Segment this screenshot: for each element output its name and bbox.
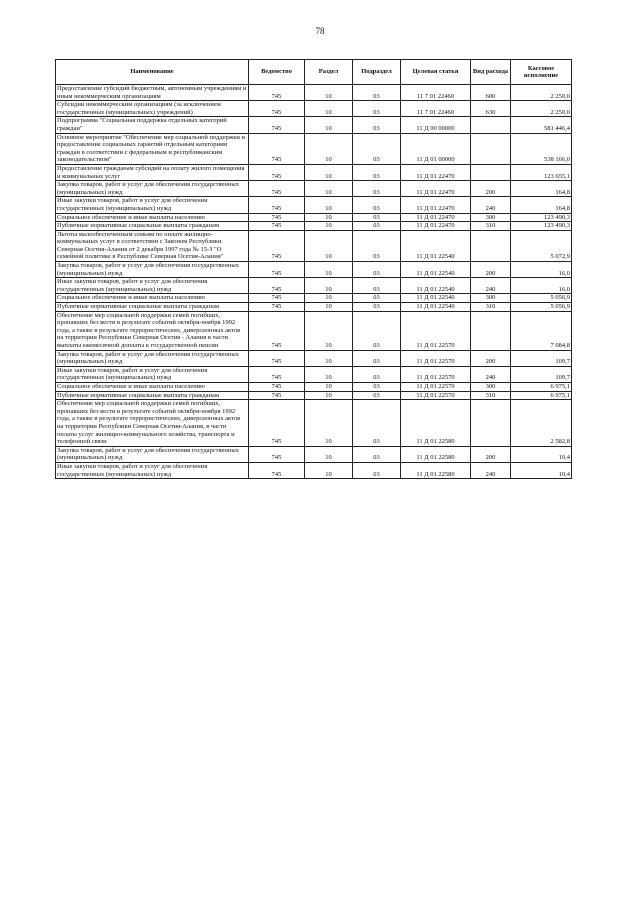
header-amount: Кассовое исполнение	[511, 60, 572, 85]
cell-expense-type	[471, 117, 511, 133]
cell-target: 11 Д 01 22570	[401, 366, 471, 382]
cell-amount: 123 490,3	[511, 213, 572, 222]
cell-target: 11 Д 01 22540	[401, 230, 471, 261]
cell-name: Льготы малообеспеченным семьям по оплате жилищно-коммунальных услуг в соответствии с Законом Республики Северная Осетия-Алания от 2 декабря 1997 года № 15-З "О семейной политике в Республике Северная Осетия-Алания"	[56, 230, 249, 261]
cell-name: Социальное обеспечение и иные выплаты населению	[56, 294, 249, 303]
cell-section: 10	[305, 213, 353, 222]
cell-subsection: 03	[353, 311, 401, 350]
cell-department: 745	[249, 350, 305, 366]
cell-department: 745	[249, 294, 305, 303]
table-row	[56, 213, 572, 222]
cell-expense-type	[471, 164, 511, 180]
cell-target: 11 Д 01 22580	[401, 462, 471, 478]
cell-name: Публичные нормативные социальные выплаты гражданам	[56, 391, 249, 400]
header-section: Раздел	[305, 60, 353, 85]
cell-department: 745	[249, 311, 305, 350]
cell-expense-type	[471, 311, 511, 350]
cell-name: Иные закупки товаров, работ и услуг для обеспечения государственных (муниципальных) нужд	[56, 366, 249, 382]
cell-expense-type	[471, 400, 511, 447]
cell-amount: 2 250,0	[511, 85, 572, 101]
cell-section: 10	[305, 262, 353, 278]
cell-target: 11 Д 01 22580	[401, 446, 471, 462]
cell-name: Предоставление гражданам субсидий на оплату жилого помещения и коммунальных услуг	[56, 164, 249, 180]
cell-department: 745	[249, 222, 305, 231]
cell-target: 11 Д 01 22570	[401, 382, 471, 391]
cell-name: Подпрограмма "Социальная поддержка отдельных категорий граждан"	[56, 117, 249, 133]
cell-subsection: 03	[353, 181, 401, 197]
cell-subsection: 03	[353, 117, 401, 133]
cell-target: 11 Д 01 22570	[401, 311, 471, 350]
cell-section: 10	[305, 181, 353, 197]
cell-department: 745	[249, 164, 305, 180]
cell-target: 11 Д 01 22470	[401, 222, 471, 231]
cell-target: 11 Д 01 22570	[401, 391, 471, 400]
table-header-row	[56, 60, 572, 85]
table-row	[56, 400, 572, 447]
cell-subsection: 03	[353, 133, 401, 164]
cell-name: Обеспечение мер социальной поддержки семей погибших, пропавших без вести в результате событий октября-ноября 1992 года, а также в результате террористических, диверсионных актов на территории Республики Северная Осетия - Алания в части выплаты ежемесячной доплаты к государственной пенсии	[56, 311, 249, 350]
cell-amount: 109,7	[511, 366, 572, 382]
cell-amount: 109,7	[511, 350, 572, 366]
cell-section: 10	[305, 197, 353, 213]
cell-amount: 123 655,1	[511, 164, 572, 180]
table-row	[56, 117, 572, 133]
cell-department: 745	[249, 400, 305, 447]
cell-expense-type: 200	[471, 446, 511, 462]
cell-department: 745	[249, 230, 305, 261]
cell-name: Публичные нормативные социальные выплаты гражданам	[56, 303, 249, 312]
table-row	[56, 382, 572, 391]
cell-expense-type: 200	[471, 350, 511, 366]
cell-section: 10	[305, 230, 353, 261]
cell-expense-type: 310	[471, 222, 511, 231]
cell-subsection: 03	[353, 294, 401, 303]
table-row	[56, 197, 572, 213]
cell-amount: 164,8	[511, 181, 572, 197]
table-row	[56, 303, 572, 312]
cell-department: 745	[249, 391, 305, 400]
cell-amount: 10,4	[511, 446, 572, 462]
cell-name: Закупка товаров, работ и услуг для обеспечения государственных (муниципальных) нужд	[56, 262, 249, 278]
cell-expense-type: 300	[471, 294, 511, 303]
cell-subsection: 03	[353, 400, 401, 447]
cell-name: Социальное обеспечение и иные выплаты населению	[56, 213, 249, 222]
cell-subsection: 03	[353, 222, 401, 231]
cell-section: 10	[305, 391, 353, 400]
cell-subsection: 03	[353, 303, 401, 312]
cell-expense-type: 300	[471, 213, 511, 222]
header-target: Целевая статья	[401, 60, 471, 85]
cell-department: 745	[249, 446, 305, 462]
cell-section: 10	[305, 446, 353, 462]
cell-section: 10	[305, 462, 353, 478]
cell-department: 745	[249, 382, 305, 391]
cell-section: 10	[305, 294, 353, 303]
cell-expense-type	[471, 133, 511, 164]
table-row	[56, 462, 572, 478]
cell-expense-type: 310	[471, 303, 511, 312]
cell-name: Социальное обеспечение и иные выплаты населению	[56, 382, 249, 391]
cell-target: 11 Д 01 22540	[401, 262, 471, 278]
cell-section: 10	[305, 222, 353, 231]
cell-department: 745	[249, 101, 305, 117]
cell-section: 10	[305, 400, 353, 447]
cell-subsection: 03	[353, 366, 401, 382]
cell-target: 11 Д 01 22580	[401, 400, 471, 447]
cell-name: Предоставление субсидий бюджетным, автономным учреждениям и иным некоммерческим организациям	[56, 85, 249, 101]
table-row	[56, 278, 572, 294]
cell-target: 11 Д 01 00000	[401, 133, 471, 164]
cell-expense-type: 200	[471, 181, 511, 197]
header-subsection: Подраздел	[353, 60, 401, 85]
cell-target: 11 Д 01 22540	[401, 294, 471, 303]
cell-amount: 6 975,1	[511, 391, 572, 400]
cell-department: 745	[249, 462, 305, 478]
cell-subsection: 03	[353, 101, 401, 117]
budget-table	[55, 59, 572, 479]
cell-subsection: 03	[353, 462, 401, 478]
cell-section: 10	[305, 278, 353, 294]
cell-expense-type: 240	[471, 462, 511, 478]
cell-department: 745	[249, 366, 305, 382]
cell-amount: 5 056,9	[511, 294, 572, 303]
cell-amount: 16,0	[511, 262, 572, 278]
cell-amount: 5 072,9	[511, 230, 572, 261]
cell-amount: 581 446,4	[511, 117, 572, 133]
cell-name: Закупка товаров, работ и услуг для обеспечения государственных (муниципальных) нужд	[56, 446, 249, 462]
cell-amount: 164,8	[511, 197, 572, 213]
cell-expense-type: 600	[471, 85, 511, 101]
cell-department: 745	[249, 213, 305, 222]
cell-section: 10	[305, 311, 353, 350]
cell-department: 745	[249, 181, 305, 197]
cell-name: Закупка товаров, работ и услуг для обеспечения государственных (муниципальных) нужд	[56, 181, 249, 197]
cell-target: 11 7 01 22460	[401, 85, 471, 101]
cell-expense-type: 630	[471, 101, 511, 117]
cell-department: 745	[249, 133, 305, 164]
table-row	[56, 133, 572, 164]
cell-target: 11 Д 01 22470	[401, 197, 471, 213]
cell-amount: 5 056,9	[511, 303, 572, 312]
cell-department: 745	[249, 197, 305, 213]
table-row	[56, 262, 572, 278]
cell-section: 10	[305, 117, 353, 133]
cell-amount: 123 490,3	[511, 222, 572, 231]
cell-section: 10	[305, 303, 353, 312]
cell-expense-type: 240	[471, 197, 511, 213]
table-row	[56, 446, 572, 462]
cell-expense-type	[471, 230, 511, 261]
cell-section: 10	[305, 382, 353, 391]
header-department: Ведомство	[249, 60, 305, 85]
cell-expense-type: 300	[471, 382, 511, 391]
cell-amount: 6 975,1	[511, 382, 572, 391]
cell-target: 11 Д 01 22470	[401, 213, 471, 222]
cell-subsection: 03	[353, 391, 401, 400]
cell-name: Иные закупки товаров, работ и услуг для обеспечения государственных (муниципальных) нужд	[56, 197, 249, 213]
table-row	[56, 101, 572, 117]
cell-name: Публичные нормативные социальные выплаты гражданам	[56, 222, 249, 231]
cell-name: Иные закупки товаров, работ и услуг для обеспечения государственных (муниципальных) нужд	[56, 462, 249, 478]
cell-section: 10	[305, 164, 353, 180]
cell-subsection: 03	[353, 197, 401, 213]
table-row	[56, 366, 572, 382]
cell-subsection: 03	[353, 382, 401, 391]
table-row	[56, 85, 572, 101]
table-row	[56, 294, 572, 303]
cell-section: 10	[305, 133, 353, 164]
cell-target: 11 7 01 22460	[401, 101, 471, 117]
table-row	[56, 350, 572, 366]
table-row	[56, 222, 572, 231]
cell-section: 10	[305, 350, 353, 366]
cell-target: 11 Д 01 22470	[401, 164, 471, 180]
cell-expense-type: 240	[471, 278, 511, 294]
cell-name: Иные закупки товаров, работ и услуг для обеспечения государственных (муниципальных) нужд	[56, 278, 249, 294]
cell-name: Закупка товаров, работ и услуг для обеспечения государственных (муниципальных) нужд	[56, 350, 249, 366]
cell-section: 10	[305, 366, 353, 382]
cell-amount: 2 582,8	[511, 400, 572, 447]
cell-target: 11 Д 01 22540	[401, 303, 471, 312]
cell-subsection: 03	[353, 350, 401, 366]
cell-expense-type: 200	[471, 262, 511, 278]
header-expense-type: Вид расхода	[471, 60, 511, 85]
table-row	[56, 181, 572, 197]
cell-amount: 10,4	[511, 462, 572, 478]
cell-section: 10	[305, 85, 353, 101]
cell-department: 745	[249, 262, 305, 278]
cell-amount: 7 084,8	[511, 311, 572, 350]
cell-subsection: 03	[353, 446, 401, 462]
cell-department: 745	[249, 278, 305, 294]
cell-amount: 2 250,0	[511, 101, 572, 117]
cell-amount: 538 166,0	[511, 133, 572, 164]
cell-expense-type: 310	[471, 391, 511, 400]
cell-subsection: 03	[353, 213, 401, 222]
cell-amount: 16,0	[511, 278, 572, 294]
cell-department: 745	[249, 303, 305, 312]
cell-subsection: 03	[353, 278, 401, 294]
cell-subsection: 03	[353, 230, 401, 261]
cell-target: 11 Д 01 22470	[401, 181, 471, 197]
cell-target: 11 Д 01 22570	[401, 350, 471, 366]
cell-subsection: 03	[353, 85, 401, 101]
header-name: Наименование	[56, 60, 249, 85]
cell-name: Субсидии некоммерческим организациям (за исключением государственных (муниципальных) учреждений)	[56, 101, 249, 117]
cell-name: Основное мероприятие "Обеспечение мер социальной поддержки и предоставление социальных гарантий отдельным категориям граждан в соответствии с федеральным и республиканским законодательством"	[56, 133, 249, 164]
cell-name: Обеспечение мер социальной поддержки семей погибших, пропавших без вести в результате событий октября-ноября 1992 года, а также в результате террористических, диверсионных актов на территории Республики Северная Осетия-Алания, в части оплаты услуг жилищно-коммунального хозяйства, транспорта и телефонной связи	[56, 400, 249, 447]
cell-subsection: 03	[353, 262, 401, 278]
cell-expense-type: 240	[471, 366, 511, 382]
cell-subsection: 03	[353, 164, 401, 180]
table-row	[56, 230, 572, 261]
table-row	[56, 311, 572, 350]
cell-department: 745	[249, 85, 305, 101]
page-number: 78	[315, 26, 325, 36]
cell-department: 745	[249, 117, 305, 133]
cell-section: 10	[305, 101, 353, 117]
table-body	[56, 85, 572, 479]
cell-target: 11 Д 00 00000	[401, 117, 471, 133]
cell-target: 11 Д 01 22540	[401, 278, 471, 294]
table-row	[56, 164, 572, 180]
table-row	[56, 391, 572, 400]
